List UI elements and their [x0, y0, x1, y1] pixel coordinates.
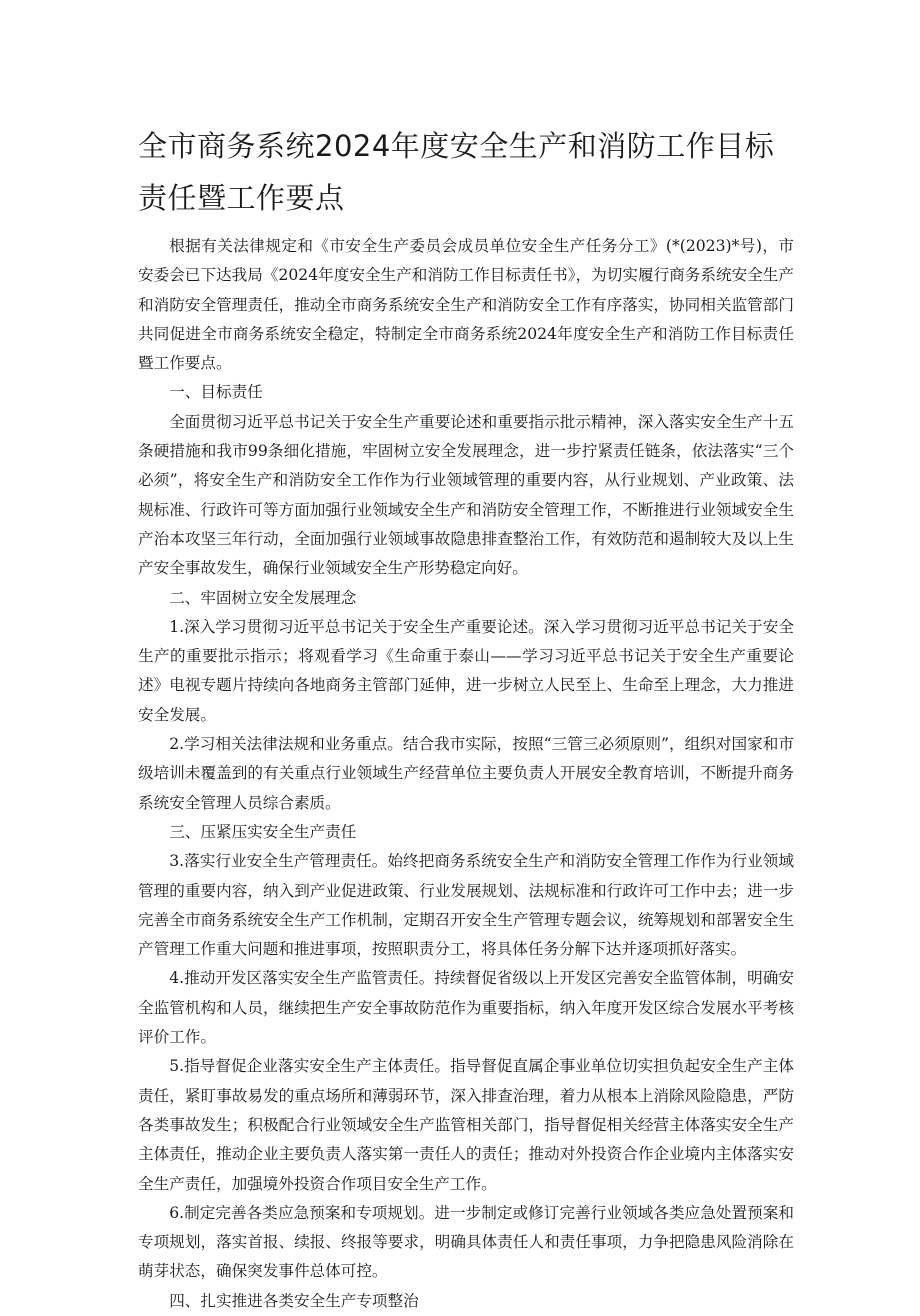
- body-paragraph: 4.推动开发区落实安全生产监管责任。持续督促省级以上开发区完善安全监管体制，明确安全监管机构和人员，继续把生产安全事故防范作为重要指标，纳入年度开发区综合发展水平考核评价工作。: [138, 969, 794, 1047]
- body-paragraph: 2.学习相关法律法规和业务重点。结合我市实际，按照“三管三必须原则”，组织对国家和市级培训未覆盖到的有关重点行业领域生产经营单位主要负责人开展安全教育培训，不断提升商务系统安全管理人员综合素质。: [138, 735, 794, 812]
- section-heading: 一、目标责任: [169, 383, 263, 402]
- body-paragraph: 3.落实行业安全生产管理责任。始终把商务系统安全生产和消防安全管理工作作为行业领域管理的重要内容，纳入到产业促进政策、行业发展规划、法规标准和行政许可工作中去；进一步完善全市商务系统安全生产工作机制，定期召开安全生产管理专题会议，统筹规划和部署安全生产管理工作重大问题和推进事项，按照职责分工，将具体任务分解下达并逐项抓好落实。: [138, 852, 794, 959]
- body-paragraph: 5.指导督促企业落实安全生产主体责任。指导督促直属企事业单位切实担负起安全生产主体责任，紧盯事故易发的重点场所和薄弱环节，深入排查治理，着力从根本上消除风险隐患，严防各类事故发生；积极配合行业领域安全生产监管相关部门，指导督促相关经营主体落实安全生产主体责任，推动企业主要负责人落实第一责任人的责任；推动对外投资合作企业境内主体落实安全生产责任，加强境外投资合作项目安全生产工作。: [138, 1057, 794, 1193]
- document-body: [138, 232, 794, 1316]
- intro-paragraph: 根据有关法律规定和《市安全生产委员会成员单位安全生产任务分工》(*(2023)*号)，市安委会已下达我局《2024年度安全生产和消防工作目标责任书》，为切实履行商务系统安全生产和消防安全管理责任，推动全市商务系统安全生产和消防安全工作有序落实，协同相关监管部门共同促进全市商务系统安全稳定，特制定全市商务系统2024年度安全生产和消防工作目标责任暨工作要点。: [138, 237, 794, 373]
- section-heading: 三、压紧压实安全生产责任: [169, 822, 357, 841]
- document-title: 全市商务系统2024年度安全生产和消防工作目标责任暨工作要点: [138, 129, 775, 215]
- section-heading: 二、牢固树立安全发展理念: [169, 588, 357, 607]
- body-paragraph: 6.制定完善各类应急预案和专项规划。进一步制定或修订完善行业领域各类应急处置预案和专项规划，落实首报、续报、终报等要求，明确具体责任人和责任事项，力争把隐患风险消除在萌芽状态，确保突发事件总体可控。: [138, 1203, 794, 1281]
- body-paragraph: 全面贯彻习近平总书记关于安全生产重要论述和重要指示批示精神，深入落实安全生产十五条硬措施和我市99条细化措施，牢固树立安全发展理念，进一步拧紧责任链条，依法落实“三个必须”，将安全生产和消防安全工作作为行业领域管理的重要内容，从行业规划、产业政策、法规标准、行政许可等方面加强行业领域安全生产和消防安全管理工作，不断推进行业领域安全生产治本攻坚三年行动，全面加强行业领域事故隐患排查整治工作，有效防范和遏制较大及以上生产安全事故发生，确保行业领域安全生产形势稳定向好。: [138, 412, 794, 578]
- body-paragraph: 1.深入学习贯彻习近平总书记关于安全生产重要论述。深入学习贯彻习近平总书记关于安全生产的重要批示指示；将观看学习《生命重于泰山——学习习近平总书记关于安全生产重要论述》电视专题片持续向各地商务主管部门延伸，进一步树立人民至上、生命至上理念，大力推进安全发展。: [138, 617, 794, 724]
- section-heading: 四、扎实推进各类安全生产专项整治: [169, 1291, 419, 1310]
